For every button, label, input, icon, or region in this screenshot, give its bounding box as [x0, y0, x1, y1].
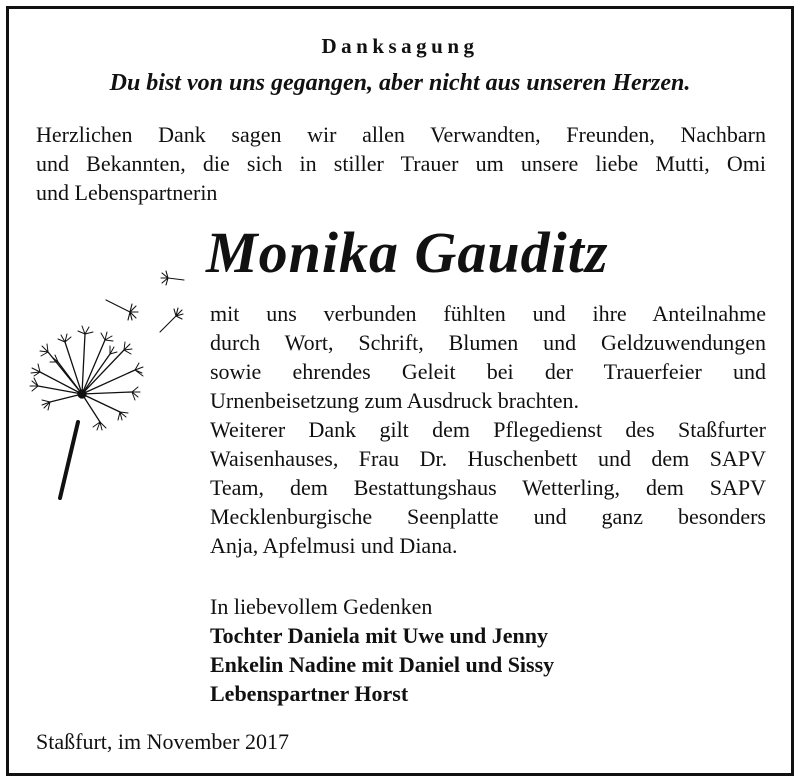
dandelion-head [30, 326, 143, 430]
notice-motto: Du bist von uns gegangen, aber nicht aus unseren Herzen. [109, 70, 691, 96]
thanks-paragraph [210, 299, 766, 560]
dandelion-stem [60, 422, 78, 498]
dandelion-icon [20, 262, 200, 512]
flying-seed [160, 308, 183, 332]
deceased-name: Monika Gauditz [206, 220, 609, 285]
body-line: durch Wort, Schrift, Blumen und Geldzuwendungen [210, 330, 766, 355]
closing-phrase: In liebevollem Gedenken [210, 594, 433, 619]
closing-block [210, 592, 554, 708]
intro-line: Herzlichen Dank sagen wir allen Verwandten, Freunden, Nachbarn [36, 122, 766, 147]
body-line: Urnenbeisetzung zum Ausdruck brachten. [210, 388, 579, 413]
body-line: Anja, Apfelmusi und Diana. [210, 533, 458, 558]
body-line: sowie ehrendes Geleit bei der Trauerfeier und [210, 359, 766, 384]
intro-paragraph [36, 120, 766, 207]
body-line: Mecklenburgische Seenplatte und ganz besonders [210, 504, 766, 529]
intro-line: und Lebenspartnerin [36, 180, 218, 205]
intro-line: und Bekannten, die sich in stiller Trauer um unsere liebe Mutti, Omi [36, 151, 766, 176]
flying-seed [161, 271, 184, 285]
notice-heading: Danksagung [321, 34, 479, 58]
body-line: mit uns verbunden fühlten und ihre Anteilnahme [210, 301, 766, 326]
place-date: Staßfurt, im November 2017 [36, 729, 289, 754]
signer-line: Enkelin Nadine mit Daniel und Sissy [210, 652, 555, 677]
signer-line: Tochter Daniela mit Uwe und Jenny [210, 623, 548, 648]
flying-seed [106, 300, 138, 320]
body-line: Team, dem Bestattungshaus Wetterling, dem SAPV [210, 475, 766, 500]
body-line: Weiterer Dank gilt dem Pflegedienst des Staßfurter [210, 417, 766, 442]
signer-line: Lebenspartner Horst [210, 681, 409, 706]
body-line: Waisenhauses, Frau Dr. Huschenbett und dem SAPV [210, 446, 766, 471]
